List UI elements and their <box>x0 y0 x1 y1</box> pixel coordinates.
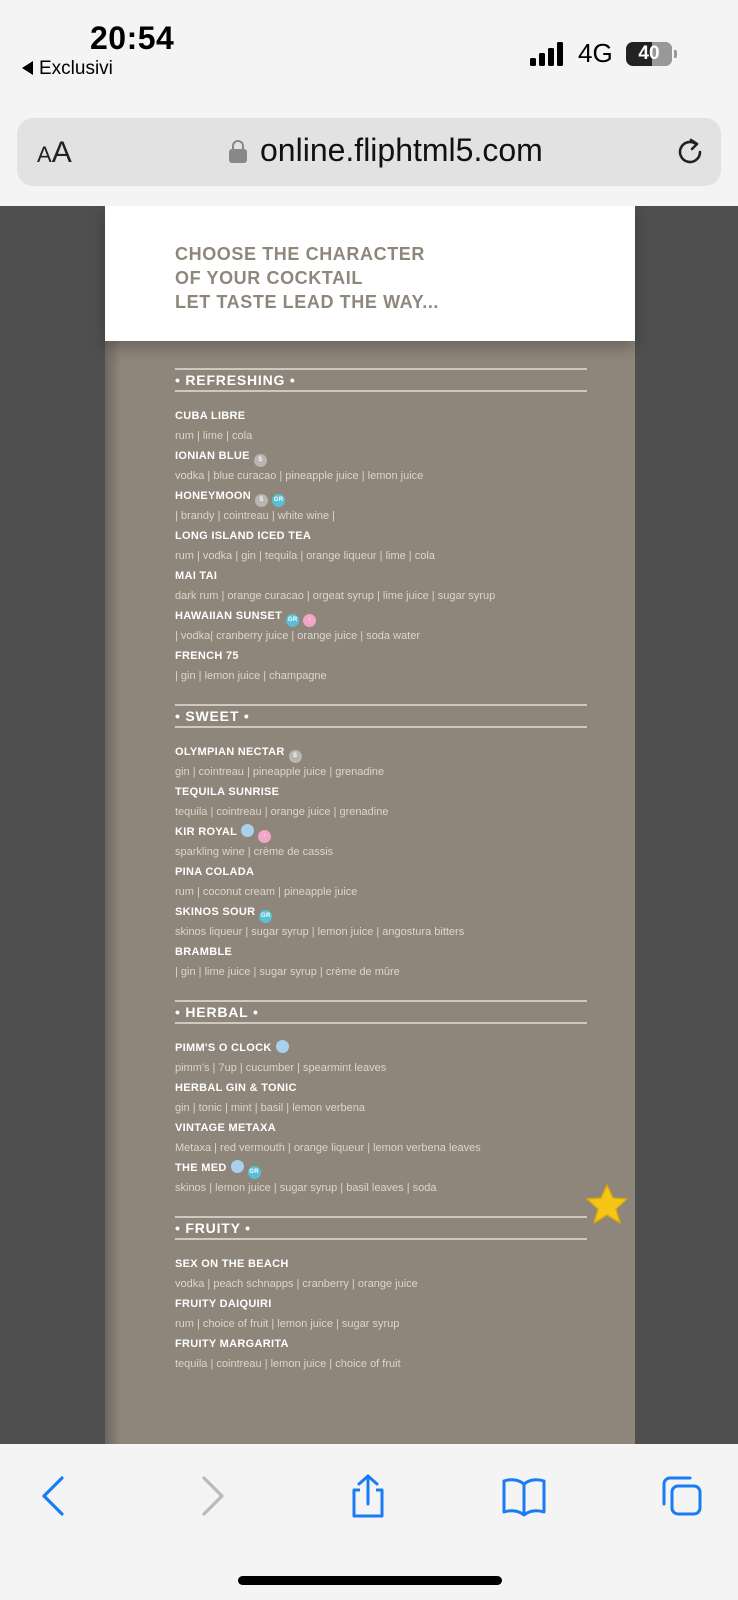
cocktail-ingredients: | gin | lime juice | sugar syrup | crème de mûre <box>175 966 400 978</box>
text-size-button[interactable]: AA <box>37 136 72 169</box>
headline-line: LET TASTE LEAD THE WAY... <box>175 292 440 312</box>
lock-icon <box>229 140 247 162</box>
cocktail-name <box>175 1158 587 1178</box>
section-title: • FRUITY • <box>175 1216 587 1240</box>
cocktail-name-text: FRENCH 75 <box>175 650 239 662</box>
menu-section <box>175 368 587 686</box>
home-indicator[interactable] <box>238 1576 502 1585</box>
forward-icon[interactable] <box>190 1474 234 1518</box>
battery-level: 40 <box>638 43 660 64</box>
pink-badge-icon: ♀ <box>303 614 316 627</box>
status-time: 20:54 <box>90 20 175 56</box>
cocktail-name-text: HONEYMOON <box>175 490 252 502</box>
cocktail-name-text: IONIAN BLUE <box>175 450 250 462</box>
headline-line: CHOOSE THE CHARACTER <box>175 244 426 264</box>
cocktail-name <box>175 606 587 626</box>
share-icon[interactable] <box>346 1474 390 1518</box>
cocktail-name <box>175 902 587 922</box>
pink-badge-icon: ♀ <box>258 830 271 843</box>
cocktail-menu <box>175 368 587 1392</box>
s-badge-icon: S <box>255 494 268 507</box>
headline <box>175 242 439 314</box>
back-to-app-link[interactable] <box>22 58 113 80</box>
cocktail-name <box>175 1038 587 1058</box>
cocktail-ingredients: rum | choice of fruit | lemon juice | sugar syrup <box>175 1318 400 1330</box>
back-arrow-icon <box>22 61 33 75</box>
battery-icon <box>626 42 672 66</box>
cocktail-ingredients: skinos | lemon juice | sugar syrup | basil leaves | soda <box>175 1182 437 1194</box>
reload-icon[interactable] <box>672 134 708 170</box>
bookmark-star-icon[interactable] <box>584 1182 630 1228</box>
cocktail-ingredients: gin | tonic | mint | basil | lemon verbena <box>175 1102 365 1114</box>
cocktail-name-text: KIR ROYAL <box>175 826 238 838</box>
menu-section <box>175 1216 587 1374</box>
network-type: 4G <box>578 38 613 68</box>
cocktail-ingredients: skinos liqueur | sugar syrup | lemon juice | angostura bitters <box>175 926 465 938</box>
cocktail-name <box>175 1334 587 1354</box>
cocktail-name <box>175 822 587 842</box>
menu-section <box>175 1000 587 1198</box>
cocktail-ingredients: Metaxa | red vermouth | orange liqueur | lemon verbena leaves <box>175 1142 481 1154</box>
s-badge-icon: S <box>254 454 267 467</box>
cocktail-ingredients: tequila | cointreau | lemon juice | choice of fruit <box>175 1358 401 1370</box>
status-bar <box>0 0 738 100</box>
cocktail-name-text: PINA COLADA <box>175 866 255 878</box>
cocktail-name <box>175 1294 587 1314</box>
cocktail-name-text: OLYMPIAN NECTAR <box>175 746 285 758</box>
cocktail-ingredients: tequila | cointreau | orange juice | grenadine <box>175 806 389 818</box>
cocktail-name-text: CUBA LIBRE <box>175 410 246 422</box>
cocktail-name-text: BRAMBLE <box>175 946 233 958</box>
cocktail-ingredients: sparkling wine | crème de cassis <box>175 846 334 858</box>
cocktail-name <box>175 742 587 762</box>
cocktail-name-text: TEQUILA SUNRISE <box>175 786 280 798</box>
cocktail-name-text: LONG ISLAND ICED TEA <box>175 530 312 542</box>
url-text[interactable]: online.fliphtml5.com <box>260 132 543 168</box>
cocktail-name <box>175 486 587 506</box>
section-title: • SWEET • <box>175 704 587 728</box>
headline-line: OF YOUR COCKTAIL <box>175 268 363 288</box>
cocktail-ingredients: rum | lime | cola <box>175 430 253 442</box>
browser-toolbar <box>0 1444 738 1600</box>
cocktail-name-text: FRUITY DAIQUIRI <box>175 1298 272 1310</box>
cocktail-name-text: HERBAL GIN & TONIC <box>175 1082 297 1094</box>
blue-badge-icon <box>231 1160 244 1173</box>
cocktail-name-text: VINTAGE METAXA <box>175 1122 276 1134</box>
cocktail-ingredients: | vodka| cranberry juice | orange juice | soda water <box>175 630 420 642</box>
cocktail-name <box>175 1078 587 1098</box>
address-bar[interactable] <box>17 118 721 186</box>
blue-badge-icon <box>276 1040 289 1053</box>
cocktail-ingredients: vodka | peach schnapps | cranberry | orange juice <box>175 1278 418 1290</box>
cocktail-ingredients: pimm's | 7up | cucumber | spearmint leaves <box>175 1062 387 1074</box>
cocktail-name-text: SKINOS SOUR <box>175 906 256 918</box>
cocktail-name <box>175 942 587 962</box>
gr-badge-icon: GR <box>259 910 272 923</box>
cocktail-name <box>175 1254 587 1274</box>
cocktail-ingredients: gin | cointreau | pineapple juice | grenadine <box>175 766 385 778</box>
cellular-signal-icon <box>530 42 566 66</box>
cocktail-name <box>175 406 587 426</box>
cocktail-ingredients: rum | vodka | gin | tequila | orange liqueur | lime | cola <box>175 550 435 562</box>
cocktail-ingredients: dark rum | orange curacao | orgeat syrup | lime juice | sugar syrup <box>175 590 496 602</box>
s-badge-icon: S <box>289 750 302 763</box>
cocktail-name <box>175 862 587 882</box>
cocktail-name <box>175 566 587 586</box>
cocktail-name <box>175 782 587 802</box>
gr-badge-icon: GR <box>272 494 285 507</box>
back-app-label: Exclusivi <box>39 58 113 79</box>
menu-page[interactable] <box>105 206 635 1444</box>
cocktail-name-text: THE MED <box>175 1162 227 1174</box>
cocktail-name <box>175 646 587 666</box>
cocktail-name <box>175 1118 587 1138</box>
cocktail-ingredients: | brandy | cointreau | white wine | <box>175 510 336 522</box>
page-header <box>105 206 635 341</box>
cocktail-ingredients: | gin | lemon juice | champagne <box>175 670 327 682</box>
cocktail-name-text: MAI TAI <box>175 570 218 582</box>
gr-badge-icon: GR <box>286 614 299 627</box>
cocktail-name-text: SEX ON THE BEACH <box>175 1258 289 1270</box>
battery-tip <box>674 50 677 58</box>
tabs-icon[interactable] <box>660 1474 704 1518</box>
cocktail-name <box>175 446 587 466</box>
section-title: • HERBAL • <box>175 1000 587 1024</box>
section-title: • REFRESHING • <box>175 368 587 392</box>
cocktail-name <box>175 526 587 546</box>
cocktail-ingredients: vodka | blue curacao | pineapple juice | lemon juice <box>175 470 424 482</box>
back-icon[interactable] <box>32 1474 76 1518</box>
gr-badge-icon: GR <box>248 1166 261 1179</box>
cocktail-name-text: PIMM'S O CLOCK <box>175 1042 272 1054</box>
flipbook-viewer[interactable] <box>0 206 738 1444</box>
menu-section <box>175 704 587 982</box>
cocktail-name-text: FRUITY MARGARITA <box>175 1338 289 1350</box>
cocktail-name-text: HAWAIIAN SUNSET <box>175 610 283 622</box>
cocktail-ingredients: rum | coconut cream | pineapple juice <box>175 886 358 898</box>
blue-badge-icon <box>241 824 254 837</box>
bookmarks-icon[interactable] <box>502 1474 546 1518</box>
